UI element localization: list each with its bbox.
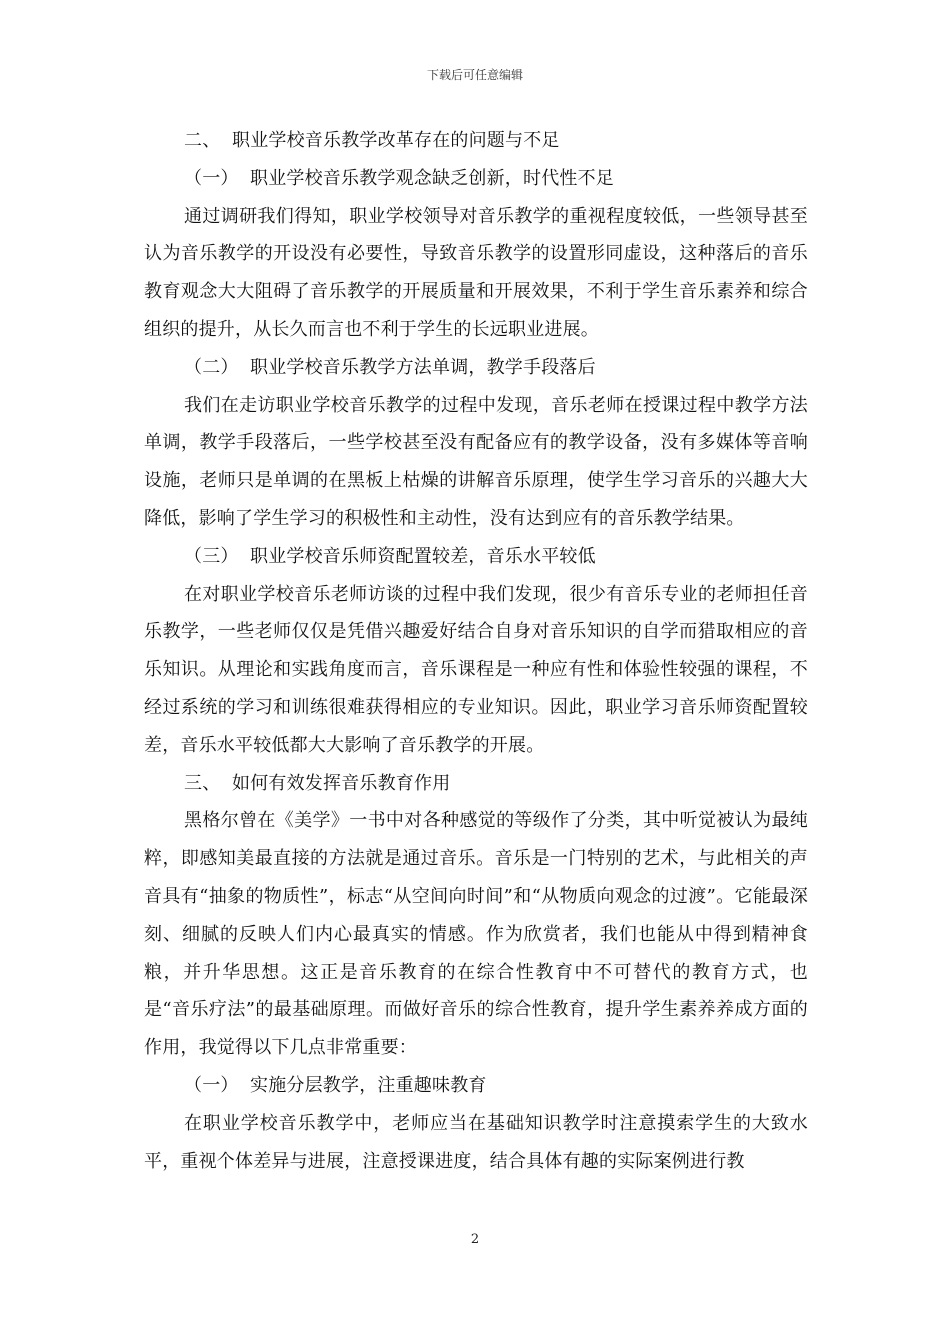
paragraph-teaching-method: 我们在走访职业学校音乐教学的过程中发现，音乐老师在授课过程中教学方法单调，教学手段落后，一些学校甚至没有配备应有的教学设备，没有多媒体等音响设施，老师只是单调的在黑板上枯燥的讲解音乐原理，使学生学习音乐的兴趣大大降低，影响了学生学习的积极性和主动性，没有达到应有的音乐教学结果。 (144, 394, 808, 529)
subsection-heading-4 (144, 1067, 808, 1105)
subsection-heading-3 (144, 538, 808, 576)
subsection-title: 实施分层教学，注重趣味教育 (250, 1074, 487, 1096)
paragraph-layered-teaching: 在职业学校音乐教学中，老师应当在基础知识教学时注意摸索学生的大致水平，重视个体差异与进展，注意授课进度，结合具体有趣的实际案例进行教 (144, 1112, 808, 1172)
subsection-title: 职业学校音乐教学方法单调，教学手段落后 (250, 356, 596, 378)
document-body (144, 122, 808, 1180)
section-title: 职业学校音乐教学改革存在的问题与不足 (232, 130, 560, 151)
section-heading-3 (144, 765, 808, 803)
subsection-number: （二） (184, 356, 239, 378)
section-title: 如何有效发挥音乐教育作用 (232, 772, 451, 794)
subsection-title: 职业学校音乐教学观念缺乏创新，时代性不足 (250, 167, 614, 189)
paragraph-teacher-staffing: 在对职业学校音乐老师访谈的过程中我们发现，很少有音乐专业的老师担任音乐教学，一些老师仅仅是凭借兴趣爱好结合自身对音乐知识的自学而猎取相应的音乐知识。从理论和实践角度而言，音乐课程是一种应有性和体验性较强的课程，不经过系统的学习和训练很难获得相应的专业知识。因此，职业学习音乐师资配置较差，音乐水平较低都大大影响了音乐教学的开展。 (144, 583, 808, 756)
paragraph-teaching-concept: 通过调研我们得知，职业学校领导对音乐教学的重视程度较低，一些领导甚至认为音乐教学的开设没有必要性，导致音乐教学的设置形同虚设，这种落后的音乐教育观念大大阻碍了音乐教学的开展质量和开展效果，不利于学生音乐素养和综合组织的提升，从长久而言也不利于学生的长远职业进展。 (144, 205, 808, 340)
subsection-number: （三） (184, 545, 239, 567)
subsection-number: （一） (184, 167, 239, 189)
subsection-heading-2 (144, 349, 808, 387)
subsection-number: （一） (184, 1074, 239, 1096)
paragraph-hegel-aesthetics: 黑格尔曾在《美学》一书中对各种感觉的等级作了分类，其中听觉被认为最纯粹，即感知美最直接的方法就是通过音乐。音乐是一门特别的艺术，与此相关的声音具有“抽象的物质性”，标志“从空间向时间”和“从物质向观念的过渡”。它能最深刻、细腻的反映人们内心最真实的情感。作为欣赏者，我们也能从中得到精神食粮，并升华思想。这正是音乐教育的在综合性教育中不可替代的教育方式，也是“音乐疗法”的最基础原理。而做好音乐的综合性教育，提升学生素养养成方面的作用，我觉得以下几点非常重要： (144, 810, 808, 1059)
subsection-title: 职业学校音乐师资配置较差，音乐水平较低 (250, 545, 596, 567)
section-heading-2 (144, 122, 808, 160)
section-number: 三、 (184, 772, 221, 794)
page-number: 2 (470, 1232, 480, 1247)
page-header: 下载后可任意编辑 (426, 68, 523, 82)
subsection-heading-1 (144, 160, 808, 198)
section-number: 二、 (184, 130, 221, 151)
